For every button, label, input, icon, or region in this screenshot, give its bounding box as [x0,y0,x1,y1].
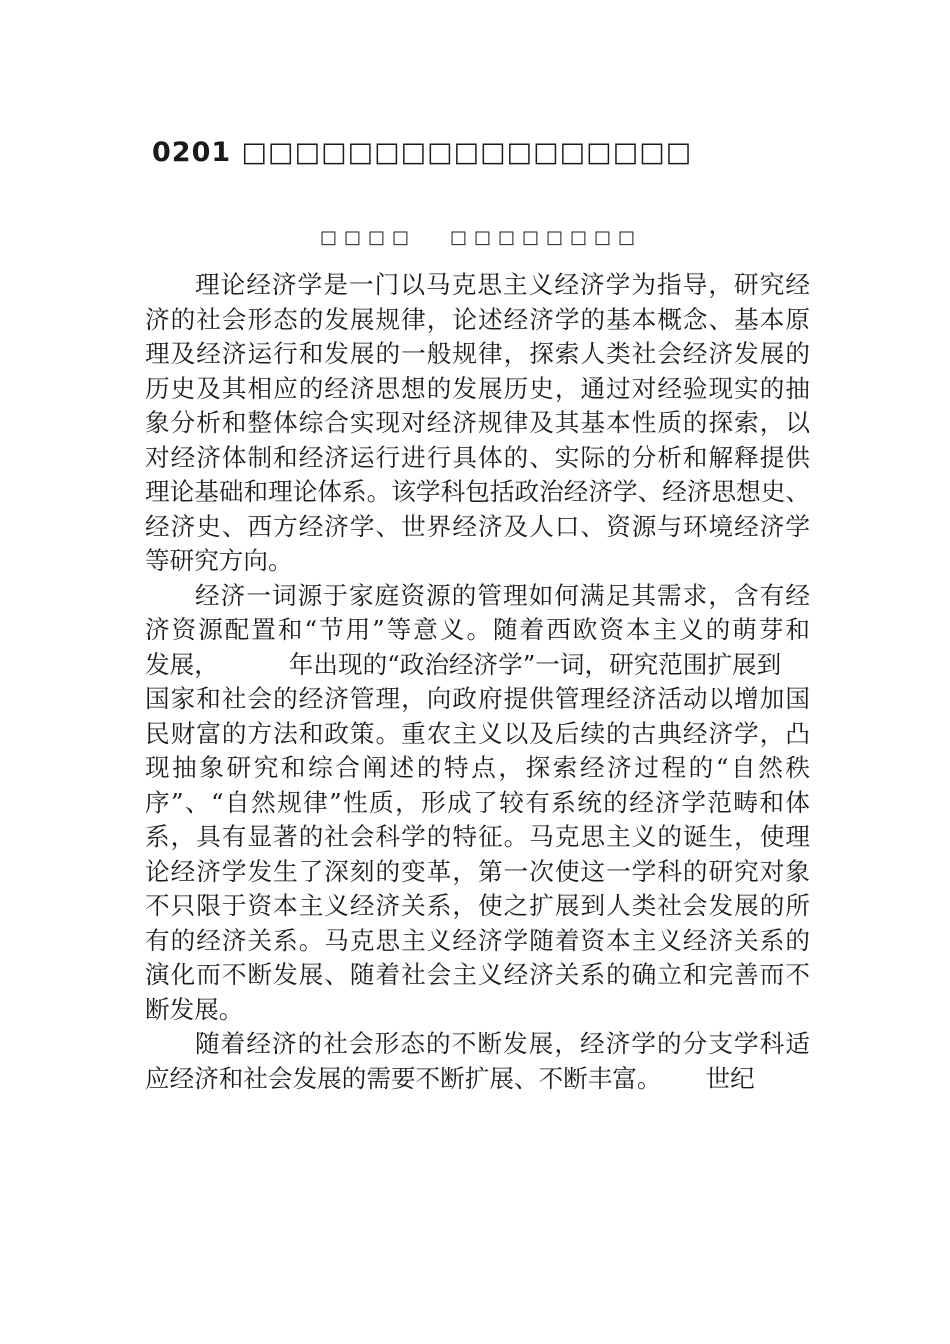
text-line: 等研究方向。 [145,546,293,575]
text-line: 有的经济关系。马克思主义经济学随着资本主义经济关系的 [145,925,810,955]
text-line: 经济史、西方经济学、世界经济及人口、资源与环境经济学 [145,511,810,541]
text-segment: 年出现的“政治经济学”一词，研究范围扩展到 [288,649,782,679]
document-meta-left: □□□□ [320,227,417,248]
text-line: 济的社会形态的发展规律，论述经济学的基本概念、基本原 [145,304,810,334]
text-line: 对经济体制和经济运行进行具体的、实际的分析和解释提供 [145,442,810,472]
text-line: 济资源配置和“节用”等意义。随着西欧资本主义的萌芽和 [145,615,810,644]
text-line-with-gap [145,648,810,683]
document-title: 0201 □□□□□□□□□□□□□□□□□ [152,137,693,168]
text-line: 象分析和整体综合实现对经济规律及其基本性质的探索，以 [145,408,810,437]
text-line: 演化而不断发展、随着社会主义经济关系的确立和完善而不 [145,960,810,989]
text-line: 理论基础和理论体系。该学科包括政治经济学、经济思想史、 [145,477,810,506]
text-line: 历史及其相应的经济思想的发展历史，通过对经验现实的抽 [145,373,810,403]
text-line: 国家和社会的经济管理，向政府提供管理经济活动以增加国 [145,684,810,713]
text-line: 现抽象研究和综合阐述的特点，探索经济过程的“自然秩 [145,753,810,782]
text-line: 随着经济的社会形态的不断发展，经济学的分支学科适 [195,1029,810,1058]
document-meta-right: □□□□□□□□ [450,227,643,248]
text-line-with-gap [145,1062,810,1097]
text-line: 民财富的方法和政策。重农主义以及后续的古典经济学，凸 [145,718,810,748]
text-line: 经济一词源于家庭资源的管理如何满足其需求，含有经 [195,580,810,610]
text-segment: 世纪 [705,1063,755,1093]
text-line: 理论经济学是一门以马克思主义经济学为指导，研究经 [195,270,810,299]
text-line: 序”、“自然规律”性质，形成了较有系统的经济学范畴和体 [145,787,810,817]
text-segment: 发展， [145,649,219,679]
text-line: 不只限于资本主义经济关系，使之扩展到人类社会发展的所 [145,891,810,920]
text-line: 系，具有显著的社会科学的特征。马克思主义的诞生，使理 [145,822,810,851]
text-segment: 应经济和社会发展的需要不断扩展、不断丰富。 [145,1063,662,1093]
text-line: 论经济学发生了深刻的变革，第一次使这一学科的研究对象 [145,856,810,886]
text-line: 理及经济运行和发展的一般规律，探索人类社会经济发展的 [145,339,810,368]
document-body [145,268,810,1096]
text-line: 断发展。 [145,994,244,1024]
